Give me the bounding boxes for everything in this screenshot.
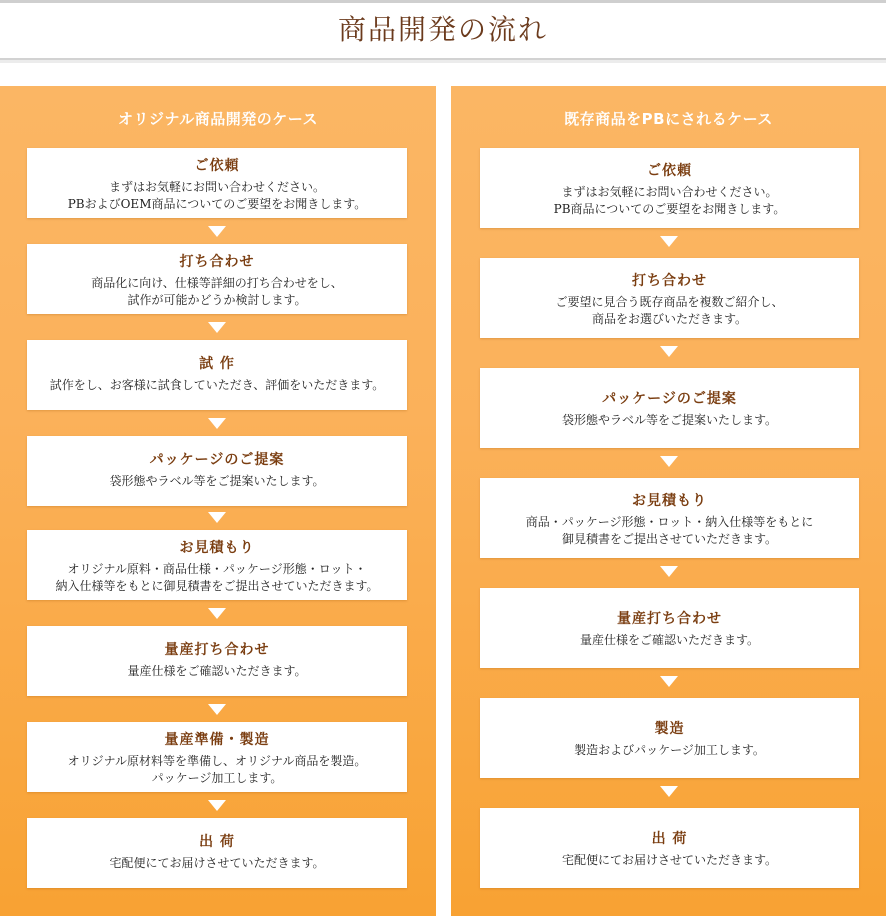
down-arrow-icon [208, 322, 226, 333]
down-arrow-icon [660, 676, 678, 687]
step-title: 試 作 [199, 356, 235, 372]
step-description: 量産仕様をご確認いただきます。 [127, 664, 307, 678]
step-meeting [480, 258, 859, 338]
step-prototype [27, 340, 407, 410]
original-product-column [0, 86, 436, 916]
column-heading: オリジナル商品開発のケース [117, 110, 318, 128]
step-request [27, 148, 407, 218]
step-description: ご要望に見合う既存商品を複数ご紹介し、 商品をお選びいただきます。 [555, 295, 784, 326]
step-meeting [27, 244, 407, 314]
down-arrow-icon [660, 236, 678, 247]
step-title: ご依頼 [194, 158, 240, 174]
title-bar [0, 0, 886, 60]
step-title: 量産準備・製造 [164, 732, 270, 748]
down-arrow-icon [208, 512, 226, 523]
down-arrow-icon [660, 786, 678, 797]
step-description: 試作をし、お客様に試食していただき、評価をいただきます。 [49, 378, 385, 392]
down-arrow-icon [660, 346, 678, 357]
step-description: 袋形態やラベル等をご提案いたします。 [109, 474, 325, 488]
down-arrow-icon [660, 566, 678, 577]
down-arrow-icon [208, 608, 226, 619]
step-title: ご依頼 [647, 163, 692, 179]
down-arrow-icon [208, 800, 226, 811]
step-production [480, 698, 859, 778]
step-title: 打ち合わせ [632, 273, 707, 289]
step-estimate [480, 478, 859, 558]
down-arrow-icon [208, 226, 226, 237]
step-description: まずはお気軽にお問い合わせください。 PBおよびOEM商品についてのご要望をお聞きします。 [67, 180, 367, 211]
step-shipping [480, 808, 859, 888]
step-shipping [27, 818, 407, 888]
step-description: オリジナル原材料等を準備し、オリジナル商品を製造。 パッケージ加工します。 [67, 754, 367, 785]
step-description: 製造およびパッケージ加工します。 [574, 743, 765, 757]
step-estimate [27, 530, 407, 600]
down-arrow-icon [208, 418, 226, 429]
step-title: パッケージのご提案 [602, 391, 737, 407]
step-title: 量産打ち合わせ [164, 642, 270, 658]
step-title: パッケージのご提案 [149, 452, 285, 468]
step-title: お見積もり [632, 493, 707, 509]
step-title: 打ち合わせ [179, 254, 255, 270]
step-production [27, 722, 407, 792]
step-title: お見積もり [179, 540, 255, 556]
step-title: 出 荷 [651, 831, 688, 847]
step-title: 製造 [654, 721, 685, 737]
step-description: 商品化に向け、仕様等詳細の打ち合わせをし、 試作が可能かどうか検討します。 [91, 276, 343, 307]
step-description: 宅配便にてお届けさせていただきます。 [109, 856, 325, 870]
down-arrow-icon [208, 704, 226, 715]
step-description: 量産仕様をご確認いただきます。 [579, 633, 760, 647]
step-request [480, 148, 859, 228]
page-title: 商品開発の流れ [337, 13, 548, 46]
step-description: オリジナル原料・商品仕様・パッケージ形態・ロット・ 納入仕様等をもとに御見積書をご提出させていただきます。 [55, 562, 379, 593]
step-package-proposal [27, 436, 407, 506]
step-description: 商品・パッケージ形態・ロット・納入仕様等をもとに 御見積書をご提出させていただきます。 [525, 515, 814, 546]
step-description: 袋形態やラベル等をご提案いたします。 [561, 413, 778, 427]
step-description: 宅配便にてお届けさせていただきます。 [561, 853, 778, 867]
step-mass-production-meeting [480, 588, 859, 668]
step-package-proposal [480, 368, 859, 448]
step-mass-production-meeting [27, 626, 407, 696]
existing-product-column [451, 86, 886, 916]
step-title: 量産打ち合わせ [617, 611, 722, 627]
step-title: 出 荷 [199, 834, 235, 850]
step-description: まずはお気軽にお問い合わせください。 PB商品についてのご要望をお聞きします。 [553, 185, 786, 216]
down-arrow-icon [660, 456, 678, 467]
column-heading: 既存商品をPBにされるケース [564, 110, 773, 128]
